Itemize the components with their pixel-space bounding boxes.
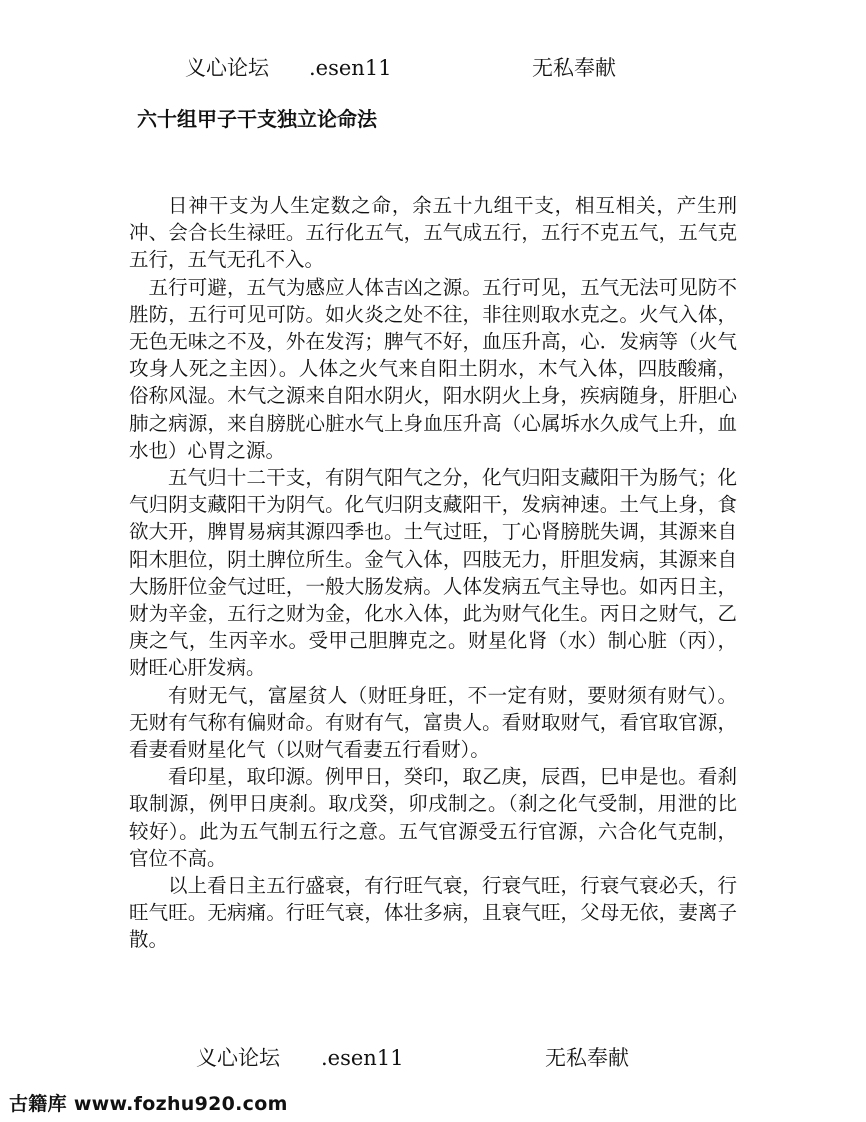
- paragraph-5: 看印星，取印源。例甲日，癸印，取乙庚，辰酉，巳申是也。看刹取制源，例甲日庚刹。取戊癸，卯戌制之。（刹之化气受制，用泄的比较好）。此为五气制五行之意。五气官源受五行官源，六合化气克制，官位不高。: [129, 765, 737, 870]
- document-body: [129, 192, 737, 954]
- paragraph-2: 五行可避，五气为感应人体吉凶之源。五行可见，五气无法可见防不胜防，五行可见可防。如火炎之处不往，非往则取水克之。火气入体，无色无味之不及，外在发泻；脾气不好，血压升高，心．发病等（火气攻身人死之主因）。人体之火气来自阳土阴水，木气入体，四肢酸痛，俗称风湿。木气之源来自阳水阴火，阳水阴火上身，疾病随身，肝胆心肺之病源，来自膀胱心脏水气上身血压升高（心属坼水久成气上升，血水也）心胃之源。: [129, 275, 737, 462]
- footer-slogan: 无私奉献: [545, 1046, 629, 1070]
- header-forum-name: 义心论坛: [185, 56, 269, 80]
- watermark-text: 古籍库 www.fozhu920.com: [9, 1093, 288, 1115]
- footer-forum-name: 义心论坛: [196, 1046, 280, 1070]
- paragraph-3: 五气归十二干支，有阴气阳气之分，化气归阳支藏阳干为肠气；化气归阴支藏阳干为阴气。化气归阴支藏阳干，发病神速。土气上身，食欲大开，脾胃易病其源四季也。土气过旺，丁心肾膀胱失调，其源来自阳木胆位，阴土脾位所生。金气入体，四肢无力，肝胆发病，其源来自大肠肝位金气过旺，一般大肠发病。人体发病五气主导也。如丙日主，财为辛金，五行之财为金，化水入体，此为财气化生。丙日之财气，乙庚之气，生丙辛水。受甲己胆脾克之。财星化肾（水）制心脏（丙），财旺心肝发病。: [129, 466, 737, 680]
- header-site-id: .esen11: [309, 56, 392, 80]
- document-title: 六十组甲子干支独立论命法: [137, 107, 377, 131]
- paragraph-4: 有财无气，富屋贫人（财旺身旺，不一定有财，要财须有财气）。无财有气称有偏财命。有财有气，富贵人。看财取财气，看官取官源，看妻看财星化气（以财气看妻五行看财）。: [129, 683, 737, 762]
- footer-site-id: .esen11: [321, 1046, 404, 1070]
- paragraph-6: 以上看日主五行盛衰，有行旺气衰，行衰气旺，行衰气衰必夭，行旺气旺。无病痛。行旺气衰，体壮多病，且衰气旺，父母无依，妻离子散。: [129, 874, 737, 952]
- header-slogan: 无私奉献: [532, 56, 616, 80]
- paragraph-1: 日神干支为人生定数之命，余五十九组干支，相互相关，产生刑冲、会合长生禄旺。五行化五气，五气成五行，五行不克五气，五气克五行，五气无孔不入。: [129, 194, 737, 272]
